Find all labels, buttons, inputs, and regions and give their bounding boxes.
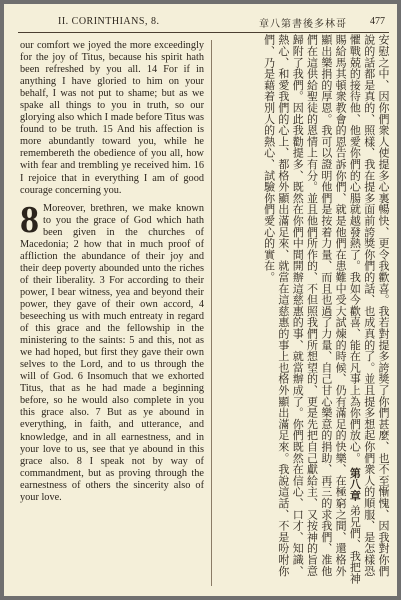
english-column [20,40,204,588]
running-header [18,12,389,33]
chinese-continued-text: 安慰之中、因你們衆人使提多心裏暢快、更令我歡喜。我若對提多誇獎了你們甚麼、也不至慚愧、因我對你們說的話都是真的、照樣、我在提多面前誇獎你們的話、也成真的了。並且提多想起你們衆人的順服、是怎樣恐懼戰兢的接待他、他愛你們的心腸就越發熱了。我如今歡喜、能在凡事上為你們放心。 [348,34,390,577]
chapter-8-text: Moreover, brethren, we make known to you the grace of God which hath been given in the churches of Macedonia; 2 how that in much proof of affliction the abundance of their joy and their deep poverty abounded unto the riches of their liberality. 3 For according to their power, I bear witness, yea and beyond their power, they gave of their own accord, 4 beseeching us with much entreaty in regard of this grace and the fellowship in the ministering to the saints: 5 and this, not as we had hoped, but first they gave their own selves to the Lord, and to us through the will of God. 6 Insomuch that we exhorted Titus, that as he had made a beginning before, so he would also complete in you this grace also. 7 But as ye abound in everything, in faith, and utterance, and knowledge, and in all earnestness, and in your love to us, see that ye abound in this grace also. 8 I speak not by way of commandment, but as proving through the earnestness of others the sincerity also of your love. [20,202,204,503]
page-number: 477 [370,16,385,27]
column-divider [211,40,212,586]
bible-page [4,4,397,596]
english-continued-text: our comfort we joyed the more exceedingly for the joy of Titus, because his spirit hath been refreshed by you all. 14 For if in anything I have gloried to him on your behalf, I was not put to shame; but as we spake all things to you in truth, so our glorying also which I made before Titus was found to be truth. 15 And his affection is more abundantly toward you, while he remembereth the obedience of you all, how with fear and trembling ye received him. 16 I rejoice that in everything I am of good courage concerning you. [20,40,204,196]
chapter-dropcap: 8 [20,198,39,241]
header-english-title: II. CORINTHIANS, 8. [58,16,160,27]
chinese-chapter-text: 弟兄們、我把神賜給馬其頓衆教會的恩告訴你們、就是他們在患難中受大試煉的時候、仍有滿足的快樂、在極窮之間、還格外顯出樂捐的厚恩。我可以證明他們是按着力量、而且也過了力量、自己甘心樂意的捐助、再三的求我們、准他們在這供給聖徒的恩情上有分。並且他們所作的、不但照我們所想望的、更是先把自己獻給主、又按神的旨意歸附了我們。因此我勸提多、既然在你們中間開辦這慈惠的事、就當辦成了。你們既然在信心、口才、知識、熱心、和愛我們的心上、都格外顯出滿足來、就當在這慈惠的事上也格外顯出滿足來。我說這話、不是吩咐你們、乃是藉着別人的熱心、試驗你們愛心的實在。 [262,34,362,584]
chinese-chapter-heading: 第八章 [348,467,362,502]
chapter-8-paragraph [20,198,204,504]
chinese-column [218,34,390,584]
header-chinese-title: 章八第書後多林哥 [259,19,347,30]
